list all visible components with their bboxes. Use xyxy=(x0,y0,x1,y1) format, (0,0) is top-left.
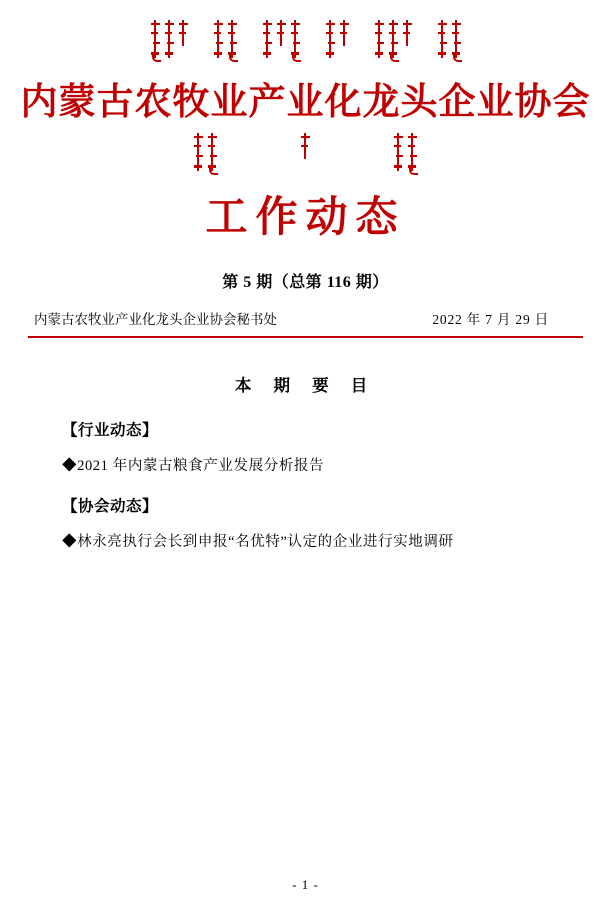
section-label-association: 【协会动态】 xyxy=(62,498,159,516)
mongolian-banner-second xyxy=(0,125,611,187)
mongolian-banner-top xyxy=(0,0,611,80)
contents-heading: 本 期 要 目 xyxy=(234,375,377,395)
organization-title: 内蒙古农牧业产业化龙头企业协会 xyxy=(20,82,591,123)
publisher-name: 内蒙古农牧业产业化龙头企业协会秘书处 xyxy=(34,311,277,327)
mongolian-word xyxy=(394,131,417,173)
mongolian-word xyxy=(194,131,217,173)
mongolian-word xyxy=(375,18,412,60)
issue-line: 第 5 期（总第 116 期） xyxy=(222,273,389,291)
mongolian-word xyxy=(438,18,461,60)
section-label-industry: 【行业动态】 xyxy=(62,421,159,439)
page-number: - 1 - xyxy=(292,877,319,892)
header-divider xyxy=(28,336,583,338)
publish-date: 2022 年 7 月 29 日 xyxy=(432,311,549,327)
contents-entry[interactable]: ◆2021 年内蒙古粮食产业发展分析报告 xyxy=(62,457,325,474)
contents-list xyxy=(0,418,611,557)
publisher-date-row xyxy=(0,308,611,328)
mongolian-word xyxy=(263,18,300,60)
mongolian-word xyxy=(326,18,349,60)
mongolian-word xyxy=(151,18,188,60)
mongolian-word xyxy=(214,18,237,60)
mongolian-word xyxy=(301,131,310,173)
contents-entry[interactable]: ◆林永亮执行会长到申报“名优特”认定的企业进行实地调研 xyxy=(62,534,454,551)
bulletin-title: 工作动态 xyxy=(205,194,406,241)
